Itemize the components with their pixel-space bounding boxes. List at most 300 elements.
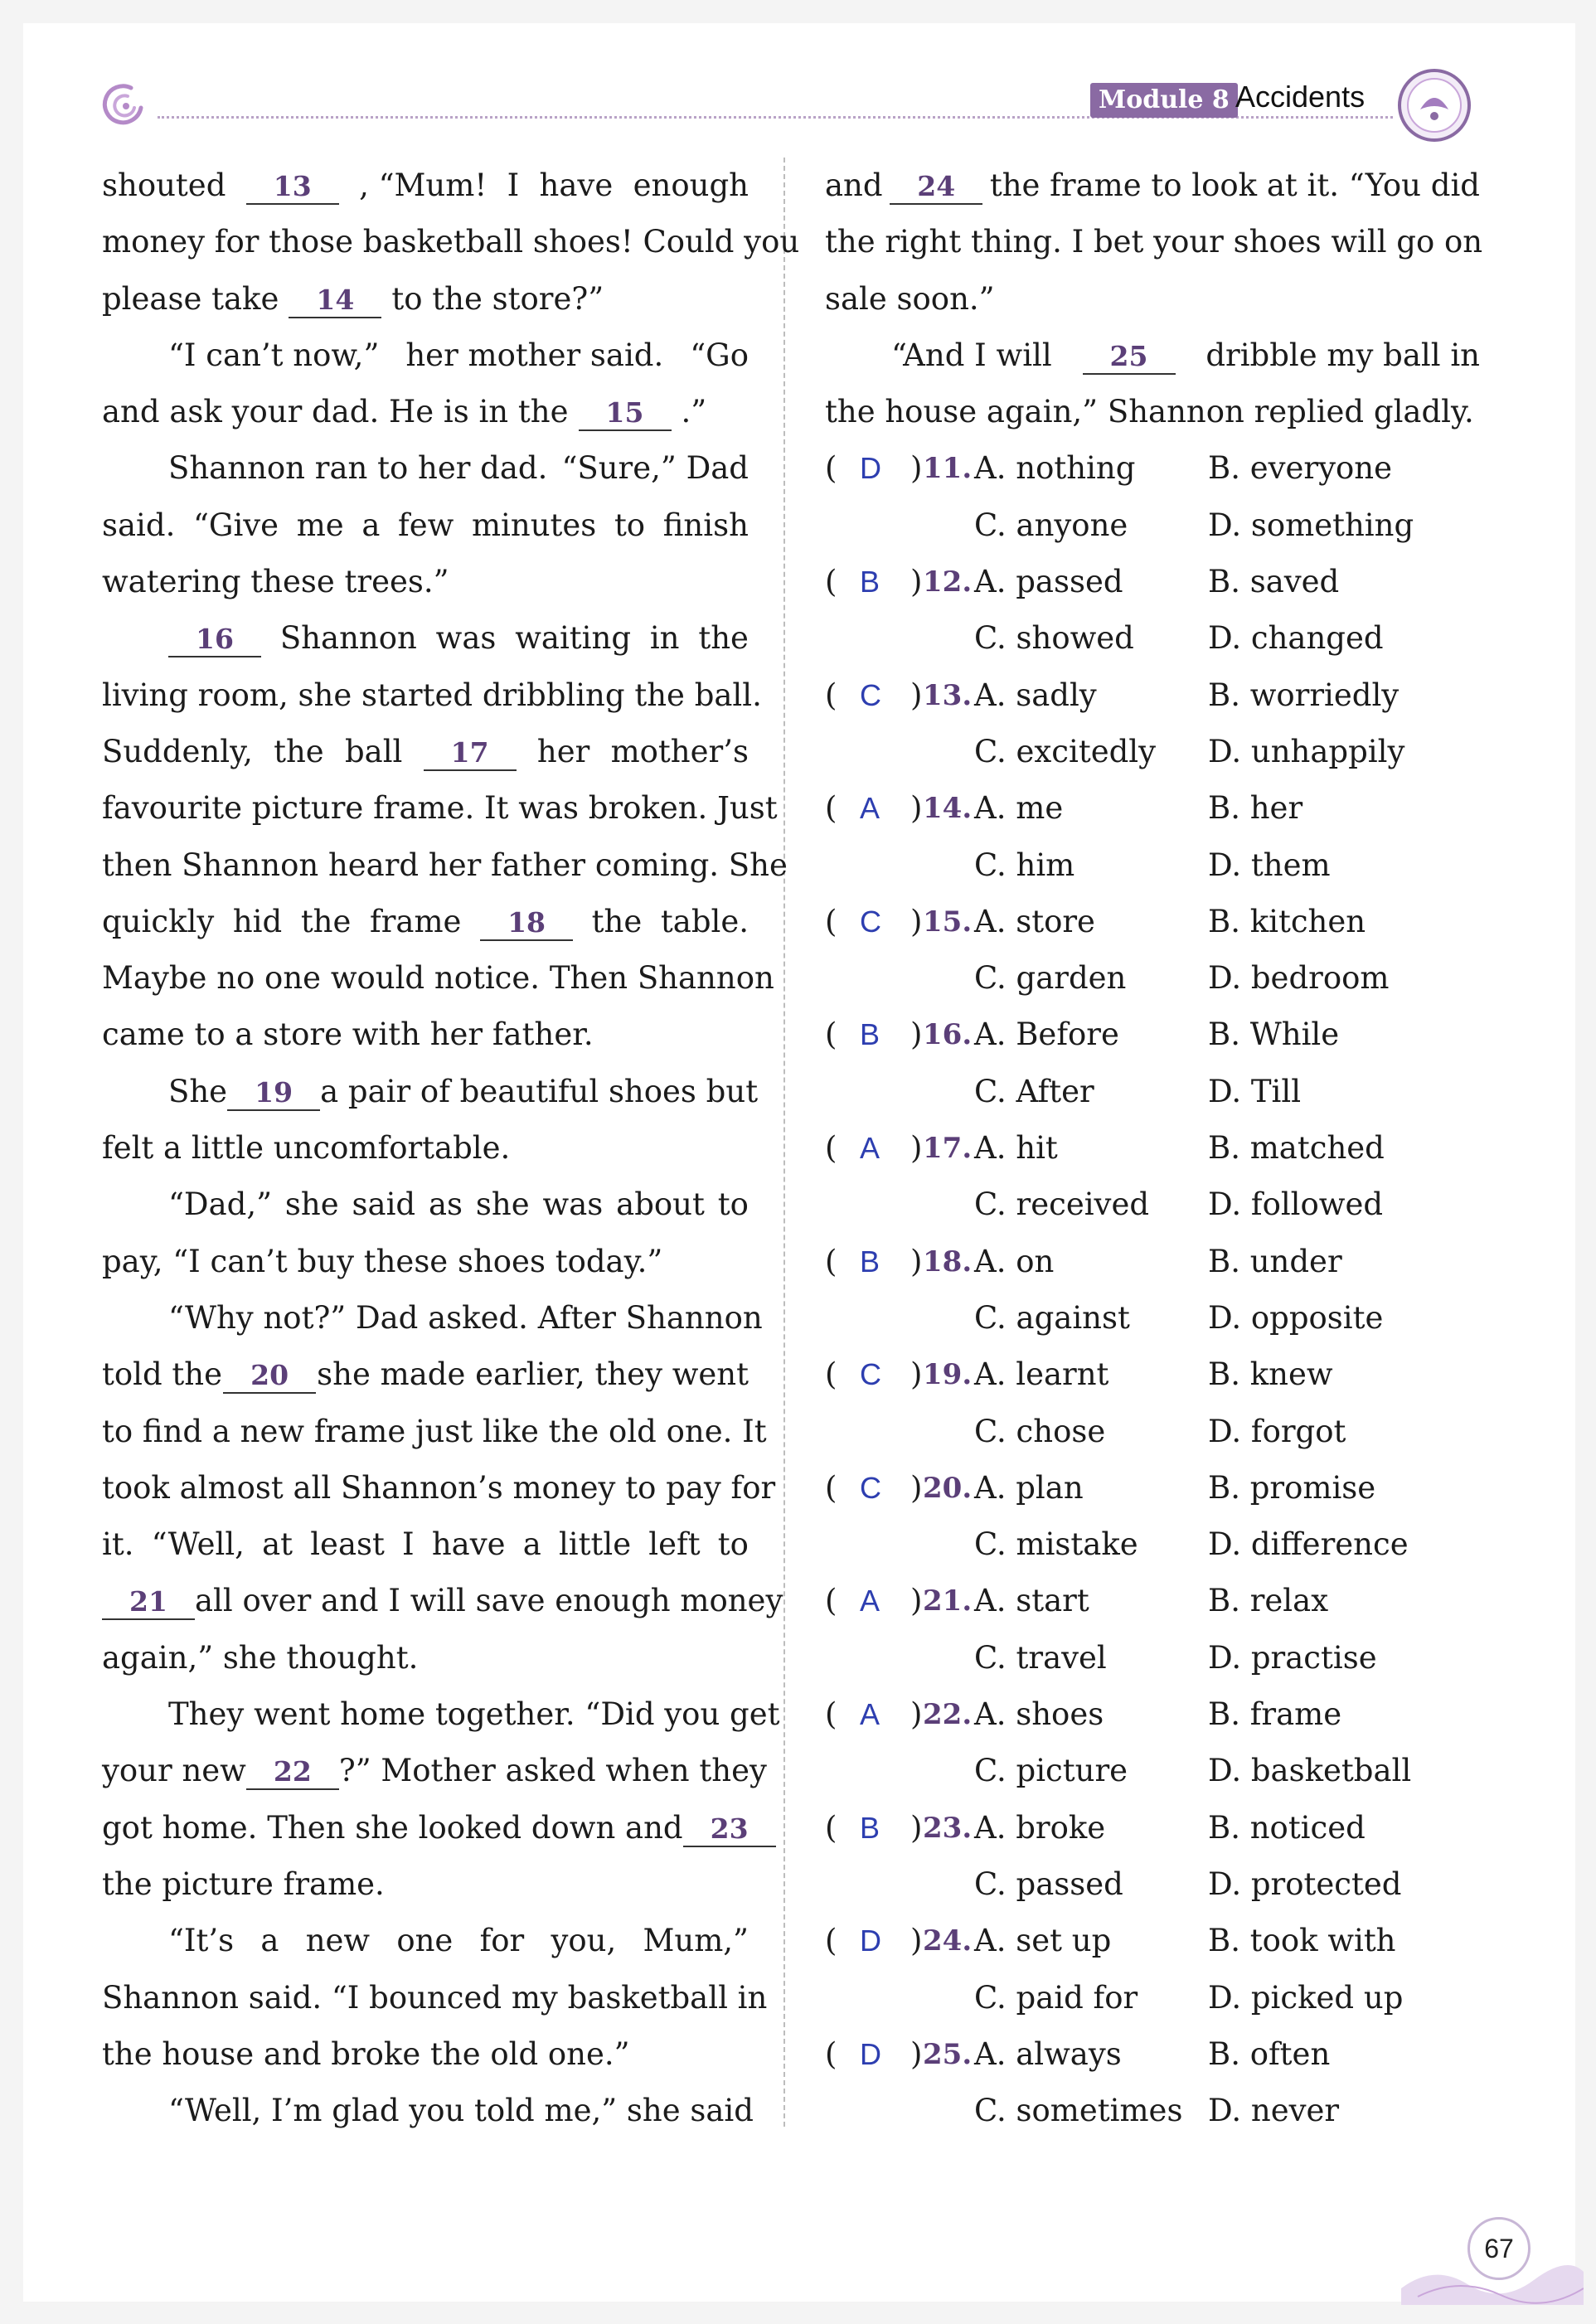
passage-text: one [396,1923,454,1959]
answer-choice: D [860,1924,881,1958]
option-d: D. picked up [1208,1979,1404,2016]
passage-text: for [479,1923,525,1959]
passage-line [102,1177,749,1233]
passage-text: “And I will [891,337,1052,373]
option-d: D. practise [1208,1639,1377,1676]
answer-blank: 19 [227,1076,320,1111]
passage-text: her [536,733,590,769]
paren-close: ) [910,790,923,827]
option-d: D. something [1208,507,1414,543]
passage-text: a pair of beautiful shoes but [320,1073,759,1109]
paren-open: ( [825,450,837,487]
passage-text: few [398,507,454,543]
answer-blank: 13 [246,170,339,205]
paren-close: ) [910,1130,923,1167]
passage-text: “Dad,” [168,1186,273,1223]
passage-text: as [428,1186,463,1223]
passage-line [825,271,1480,327]
passage-text: the frame to look at it. “You did [989,167,1480,203]
passage-text: told the [102,1356,223,1393]
passage-line [102,724,749,780]
passage-text: “Give [192,507,279,543]
passage-text: Shannon ran to her dad. [168,450,548,487]
passage-line [102,1234,749,1290]
option-b: B. took with [1208,1923,1396,1959]
option-b: B. her [1208,790,1303,827]
passage-text: to find a new frame just like the old one. It [102,1413,767,1449]
passage-line [102,1120,749,1177]
module-badge: Module 8 [1090,83,1238,118]
option-b: B. knew [1208,1356,1333,1393]
passage-line [102,1007,749,1063]
passage-text: me [296,507,344,543]
option-c: C. received [974,1186,1150,1223]
option-a: A. store [974,903,1095,939]
passage-line [102,837,788,894]
passage-text: ball [344,733,403,769]
passage-right-column [825,158,1483,440]
paren-open: ( [825,903,837,939]
passage-text: felt a little uncomfortable. [102,1130,511,1167]
passage-text: “Well, I’m glad you told me,” she said [168,2093,754,2129]
answer-choice: B [860,1810,880,1845]
answer-blank: 20 [223,1359,316,1394]
question-row-continued [825,610,1480,667]
option-b: B. relax [1208,1583,1329,1619]
option-b: B. kitchen [1208,903,1366,939]
passage-text: enough [633,167,749,203]
option-c: C. showed [974,620,1134,657]
passage-text: new [305,1923,371,1959]
passage-line [102,158,749,214]
passage-text: the [698,620,749,657]
answer-blank: 18 [480,906,573,941]
right-column [825,158,1483,2139]
option-b: B. matched [1208,1130,1385,1167]
passage-line [102,1630,749,1686]
option-a: A. broke [974,1809,1106,1846]
paren-close: ) [910,1923,923,1959]
question-row [825,667,1480,724]
passage-text: the house and broke the old one.” [102,2035,630,2072]
answer-choice: B [860,565,880,599]
passage-text: said. [102,507,176,543]
question-number: 15. [923,905,973,939]
passage-text: finish [662,507,749,543]
option-b: B. worriedly [1208,677,1400,713]
question-row [825,2026,1480,2083]
answer-choice: D [860,451,881,486]
passage-line [102,1573,783,1629]
passage-text: frame [370,903,462,939]
question-row [825,1686,1480,1743]
passage-text: your new [102,1753,246,1789]
passage-text: again,” she thought. [102,1639,419,1676]
paren-close: ) [910,1243,923,1279]
passage-text: “Sure,” Dad [561,450,749,487]
option-d: D. unhappily [1208,733,1405,769]
question-number: 22. [923,1698,973,1732]
passage-text: the [274,733,324,769]
passage-text: was [542,1186,604,1223]
paren-open: ( [825,564,837,600]
answer-blank: 25 [1083,340,1176,375]
passage-line [825,327,1480,384]
passage-text: “Go [690,337,749,373]
question-row-continued [825,1290,1480,1346]
option-c: C. anyone [974,507,1128,543]
question-number: 25. [923,2037,973,2071]
answer-choice: C [860,904,881,939]
option-c: C. garden [974,960,1127,997]
option-d: D. opposite [1208,1299,1384,1336]
option-a: A. start [974,1583,1089,1619]
option-a: A. set up [974,1923,1112,1959]
column-divider [783,158,785,2127]
option-a: A. me [974,790,1064,827]
answer-choice: A [860,1131,880,1166]
answer-choice: B [860,1017,880,1052]
passage-line [102,1856,749,1913]
passage-line [102,271,749,327]
question-row [825,1346,1480,1403]
passage-text: quickly [102,903,215,939]
passage-text: minutes [471,507,597,543]
passage-line [825,214,1483,270]
passage-line [102,1290,763,1346]
question-row [825,780,1480,837]
passage-text: have [431,1526,506,1563]
option-d: D. followed [1208,1186,1384,1223]
passage-text: “Why not?” Dad asked. After Shannon [168,1299,763,1336]
passage-text: please take [102,280,279,317]
passage-line [102,610,749,667]
passage-text: Shannon [279,620,417,657]
passage-left-column [102,158,800,2139]
swirl-icon [98,76,151,129]
paren-close: ) [910,1696,923,1733]
answer-choice: C [860,1357,881,1392]
option-b: B. While [1208,1016,1340,1053]
question-row-continued [825,1516,1480,1573]
passage-line [102,1743,767,1799]
answer-blank: 16 [168,623,261,657]
passage-line [102,554,749,610]
option-a: A. hit [974,1130,1058,1167]
paren-close: ) [910,677,923,713]
option-c: C. passed [974,1866,1123,1902]
passage-line [102,1800,749,1856]
question-row [825,1120,1480,1177]
passage-text: to [614,507,646,543]
question-number: 24. [923,1924,973,1958]
passage-text: “It’s [168,1923,235,1959]
option-a: A. learnt [974,1356,1109,1393]
passage-text: the house again,” Shannon replied gladly. [825,394,1474,430]
passage-text: all over and I will save enough money [195,1583,783,1619]
paren-close: ) [910,450,923,487]
passage-line [825,384,1480,440]
question-row-continued [825,497,1480,554]
answer-blank: 23 [683,1812,776,1847]
question-row-continued [825,1064,1480,1120]
passage-text: Shannon said. “I bounced my basketball in [102,1979,768,2016]
passage-text: little [558,1526,632,1563]
question-row-continued [825,1177,1480,1233]
option-c: C. travel [974,1639,1107,1676]
question-list [825,440,1480,2139]
question-number: 11. [923,452,973,486]
question-number: 19. [923,1358,973,1392]
paren-open: ( [825,1696,837,1733]
paren-close: ) [910,1469,923,1506]
paren-close: ) [910,564,923,600]
publisher-logo-icon [1395,66,1473,144]
module-title: Accidents [1235,80,1366,114]
option-b: B. often [1208,2035,1331,2072]
option-b: B. promise [1208,1469,1376,1506]
passage-line [102,2026,749,2083]
paren-open: ( [825,1130,837,1167]
option-d: D. Till [1208,1073,1302,1109]
question-row-continued [825,837,1480,894]
paren-close: ) [910,1016,923,1053]
option-a: A. sadly [974,677,1097,713]
question-number: 21. [923,1584,973,1618]
question-number: 14. [923,792,973,826]
passage-text: came to a store with her father. [102,1016,594,1053]
passage-text: waiting [515,620,631,657]
passage-line [102,1516,749,1573]
passage-text: least [310,1526,385,1563]
passage-text: at [262,1526,293,1563]
question-number: 18. [923,1244,973,1278]
passage-text: “I can’t now,” [168,337,380,373]
question-row [825,1800,1480,1856]
passage-text: the [300,903,352,939]
option-d: D. difference [1208,1526,1409,1563]
passage-text: to the store?” [391,280,604,317]
option-b: B. frame [1208,1696,1342,1733]
passage-text: took almost all Shannon’s money to pay for [102,1469,776,1506]
paren-close: ) [910,903,923,939]
question-number: 17. [923,1132,973,1166]
passage-text: hid [232,903,283,939]
passage-text: Maybe no one would notice. Then Shannon [102,960,774,997]
answer-choice: C [860,677,881,712]
option-b: B. under [1208,1243,1342,1279]
question-row [825,1913,1480,1969]
question-number: 12. [923,565,973,599]
question-row [825,1460,1480,1516]
passage-text: shouted [102,167,226,203]
paren-close: ) [910,1583,923,1619]
option-c: C. against [974,1299,1130,1336]
answer-blank: 15 [579,396,672,431]
option-d: D. basketball [1208,1753,1412,1789]
option-d: D. bedroom [1208,960,1390,997]
paren-open: ( [825,1016,837,1053]
passage-line [102,440,749,497]
option-b: B. saved [1208,564,1340,600]
passage-text: They went home together. “Did you get [168,1696,780,1733]
answer-choice: D [860,2036,881,2071]
paren-open: ( [825,1583,837,1619]
passage-text: her mother said. [405,337,664,373]
question-number: 13. [923,678,973,712]
option-a: A. on [974,1243,1055,1279]
passage-line [102,1404,767,1460]
paren-open: ( [825,1243,837,1279]
option-c: C. sometimes [974,2093,1183,2129]
passage-text: a [361,507,381,543]
question-row-continued [825,724,1480,780]
passage-text: the picture frame. [102,1866,385,1902]
paren-open: ( [825,1809,837,1846]
passage-text: and ask your dad. He is in the [102,394,569,430]
option-d: D. never [1208,2093,1340,2129]
question-row [825,440,1480,497]
passage-text: table. [660,903,749,939]
passage-text: money for those basketball shoes! Could you [102,224,800,260]
passage-text: left [648,1526,701,1563]
passage-text: she [284,1186,339,1223]
passage-line [825,158,1480,214]
passage-line [102,780,778,837]
paren-open: ( [825,1923,837,1959]
passage-text: a [522,1526,541,1563]
passage-text: She [168,1073,228,1109]
paren-open: ( [825,677,837,713]
answer-blank: 17 [424,736,517,771]
passage-text: , “Mum! [359,167,488,203]
option-c: C. paid for [974,1979,1138,2016]
passage-line [102,950,774,1007]
passage-text: I [507,167,520,203]
passage-text: about [616,1186,705,1223]
passage-text: dribble my ball in [1205,337,1480,373]
passage-text: to [717,1526,749,1563]
answer-blank: 24 [890,170,982,205]
question-number: 23. [923,1811,973,1845]
passage-line [102,327,749,384]
passage-line [102,1346,749,1403]
passage-line [102,2083,754,2139]
paren-close: ) [910,2035,923,2072]
question-row-continued [825,2083,1480,2139]
question-row [825,1234,1480,1290]
passage-line [102,667,762,724]
passage-text: pay, “I can’t buy these shoes today.” [102,1243,663,1279]
option-a: A. Before [974,1016,1119,1053]
passage-text: .” [681,394,707,430]
passage-text: was [435,620,497,657]
option-a: A. nothing [974,450,1136,487]
option-c: C. chose [974,1413,1106,1449]
question-row-continued [825,1630,1480,1686]
passage-line [102,1064,759,1120]
question-row [825,554,1480,610]
question-row-continued [825,1743,1480,1799]
option-c: C. him [974,847,1075,883]
option-b: B. everyone [1208,450,1392,487]
option-d: D. forgot [1208,1413,1346,1449]
passage-line [102,214,800,270]
option-c: C. picture [974,1753,1128,1789]
question-row-continued [825,1404,1480,1460]
option-c: C. excitedly [974,733,1157,769]
paren-close: ) [910,1809,923,1846]
passage-text: living room, she started dribbling the ball. [102,677,762,713]
passage-text: she made earlier, they went [317,1356,749,1393]
question-row [825,1007,1480,1063]
passage-text: and [825,167,883,203]
passage-text: a [260,1923,279,1959]
answer-choice: C [860,1470,881,1505]
passage-text: you, [551,1923,617,1959]
question-row-continued [825,1970,1480,2026]
passage-line [102,1686,780,1743]
passage-text: “Well, [151,1526,245,1563]
option-a: A. always [974,2035,1122,2072]
question-row [825,1573,1480,1629]
passage-text: she [475,1186,530,1223]
passage-text: mother’s [610,733,749,769]
passage-text: it. [102,1526,134,1563]
passage-text: the [591,903,643,939]
passage-text: then Shannon heard her father coming. She [102,847,788,883]
passage-text: ?” Mother asked when they [338,1753,767,1789]
paren-open: ( [825,790,837,827]
passage-text: watering these trees.” [102,564,449,600]
option-d: D. protected [1208,1866,1402,1902]
answer-choice: A [860,791,880,826]
passage-text: favourite picture frame. It was broken. Just [102,790,778,827]
option-c: C. After [974,1073,1094,1109]
passage-line [102,1460,776,1516]
answer-choice: A [860,1584,880,1618]
paren-close: ) [910,1356,923,1393]
passage-text: Mum,” [643,1923,749,1959]
answer-blank: 21 [102,1585,195,1620]
paren-open: ( [825,1356,837,1393]
passage-line [102,894,749,950]
passage-text: in [649,620,680,657]
question-row-continued [825,950,1480,1007]
answer-choice: B [860,1244,880,1278]
passage-text: got home. Then she looked down and [102,1809,683,1846]
page-header [0,0,1596,141]
passage-text: the right thing. I bet your shoes will go on [825,224,1483,260]
question-number: 16. [923,1018,973,1052]
option-d: D. them [1208,847,1331,883]
answer-choice: A [860,1697,880,1732]
passage-line [102,384,749,440]
question-number: 20. [923,1471,973,1505]
passage-text: to [717,1186,749,1223]
option-c: C. mistake [974,1526,1138,1563]
question-row-continued [825,1856,1480,1913]
question-row [825,894,1480,950]
passage-line [102,497,749,554]
passage-text: Suddenly, [102,733,253,769]
passage-text: sale soon.” [825,280,995,317]
passage-line [102,1970,768,2026]
answer-blank: 22 [246,1755,339,1790]
passage-text: said [352,1186,416,1223]
option-a: A. shoes [974,1696,1104,1733]
passage-text: have [539,167,614,203]
